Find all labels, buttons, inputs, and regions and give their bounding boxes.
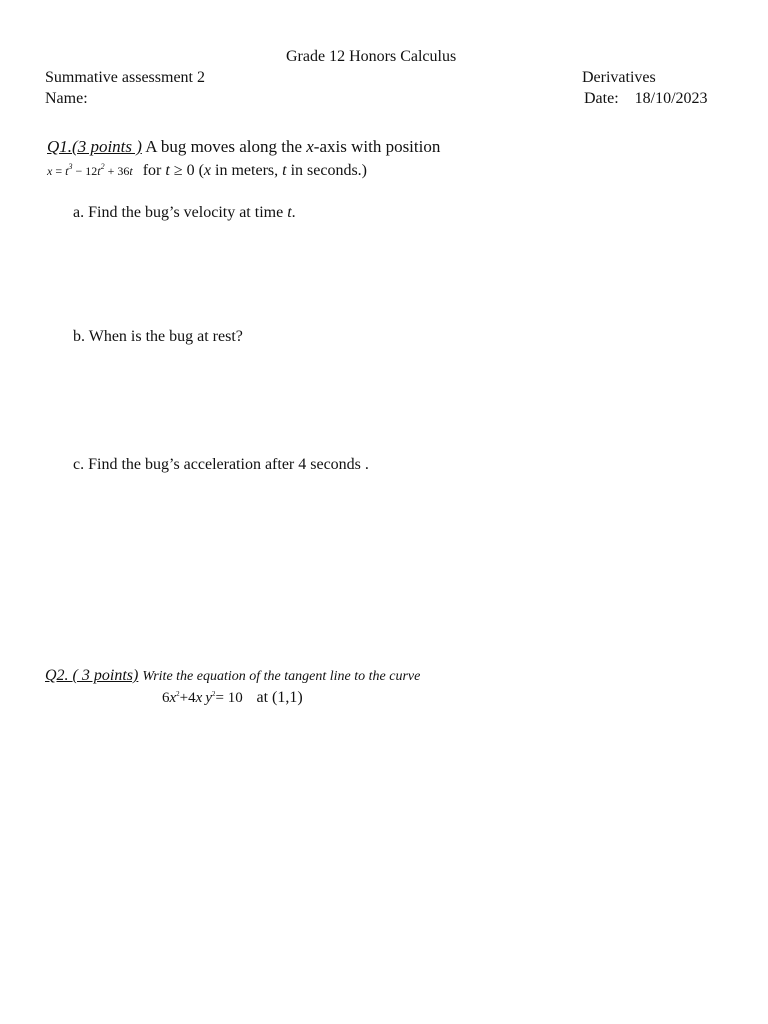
q2-eq-rhs: = 10 xyxy=(215,690,243,706)
cond-x: x xyxy=(203,162,212,179)
cond-t: t xyxy=(165,162,170,179)
assessment-title: Summative assessment 2 xyxy=(45,69,205,86)
q1-part-b: b. When is the bug at rest? xyxy=(73,328,243,345)
eq-exp2: 2 xyxy=(100,162,105,171)
q1-intro-b: -axis with position xyxy=(313,137,441,156)
q2-label: Q2. ( 3 points) xyxy=(45,667,139,684)
q2-instruction: Write the equation of the tangent line to the curve xyxy=(142,669,421,684)
q1-intro-a: A bug moves along the xyxy=(145,137,307,156)
q2-eq-e1: 2 xyxy=(176,690,180,698)
q2-eq-c1: 6 xyxy=(162,690,170,706)
q1-part-c: c. Find the bug’s acceleration after 4 seconds . xyxy=(73,456,369,473)
q2-eq-e2: 2 xyxy=(212,690,216,698)
q2-intro xyxy=(45,668,420,684)
q1-label: Q1.(3 points ) xyxy=(47,137,142,156)
part-a-var: t xyxy=(287,204,292,221)
eq-t1: t xyxy=(65,164,69,178)
q2-curve-equation xyxy=(162,690,303,706)
cond-c: in meters, xyxy=(211,162,283,179)
date-value: 18/10/2023 xyxy=(634,90,708,107)
q1-part-a xyxy=(73,205,296,221)
eq-t3: t xyxy=(129,164,133,178)
part-a-text: a. Find the bug’s velocity at time xyxy=(73,204,288,221)
cond-b: ≥ 0 ( xyxy=(169,162,204,179)
q2-eq-x1: x xyxy=(169,690,177,706)
eq-x: x xyxy=(47,164,53,178)
cond-a: for xyxy=(142,162,166,179)
course-title: Grade 12 Honors Calculus xyxy=(286,48,457,65)
eq-tail: + 36 xyxy=(104,164,130,178)
part-a-end: . xyxy=(291,204,296,221)
name-label: Name: xyxy=(45,90,88,107)
cond-t2: t xyxy=(282,162,287,179)
q2-eq-c2: +4 xyxy=(179,690,196,706)
q1-condition xyxy=(143,162,367,179)
eq-t2: t xyxy=(97,164,101,178)
eq-exp1: 3 xyxy=(68,162,73,171)
eq-equals: = xyxy=(52,164,66,178)
q2-eq-x2: x xyxy=(195,690,203,706)
q2-point: at (1,1) xyxy=(256,689,303,706)
eq-mid: − 12 xyxy=(72,164,98,178)
date-label: Date: xyxy=(584,90,619,107)
q1-position-equation xyxy=(47,164,133,178)
date-line xyxy=(584,91,708,107)
q1-intro-var: x xyxy=(306,137,314,156)
q2-eq-y: y xyxy=(205,690,212,706)
topic-label: Derivatives xyxy=(582,69,656,86)
q1-intro xyxy=(47,138,440,155)
q1-equation-line xyxy=(47,163,367,179)
cond-d: in seconds.) xyxy=(286,162,368,179)
